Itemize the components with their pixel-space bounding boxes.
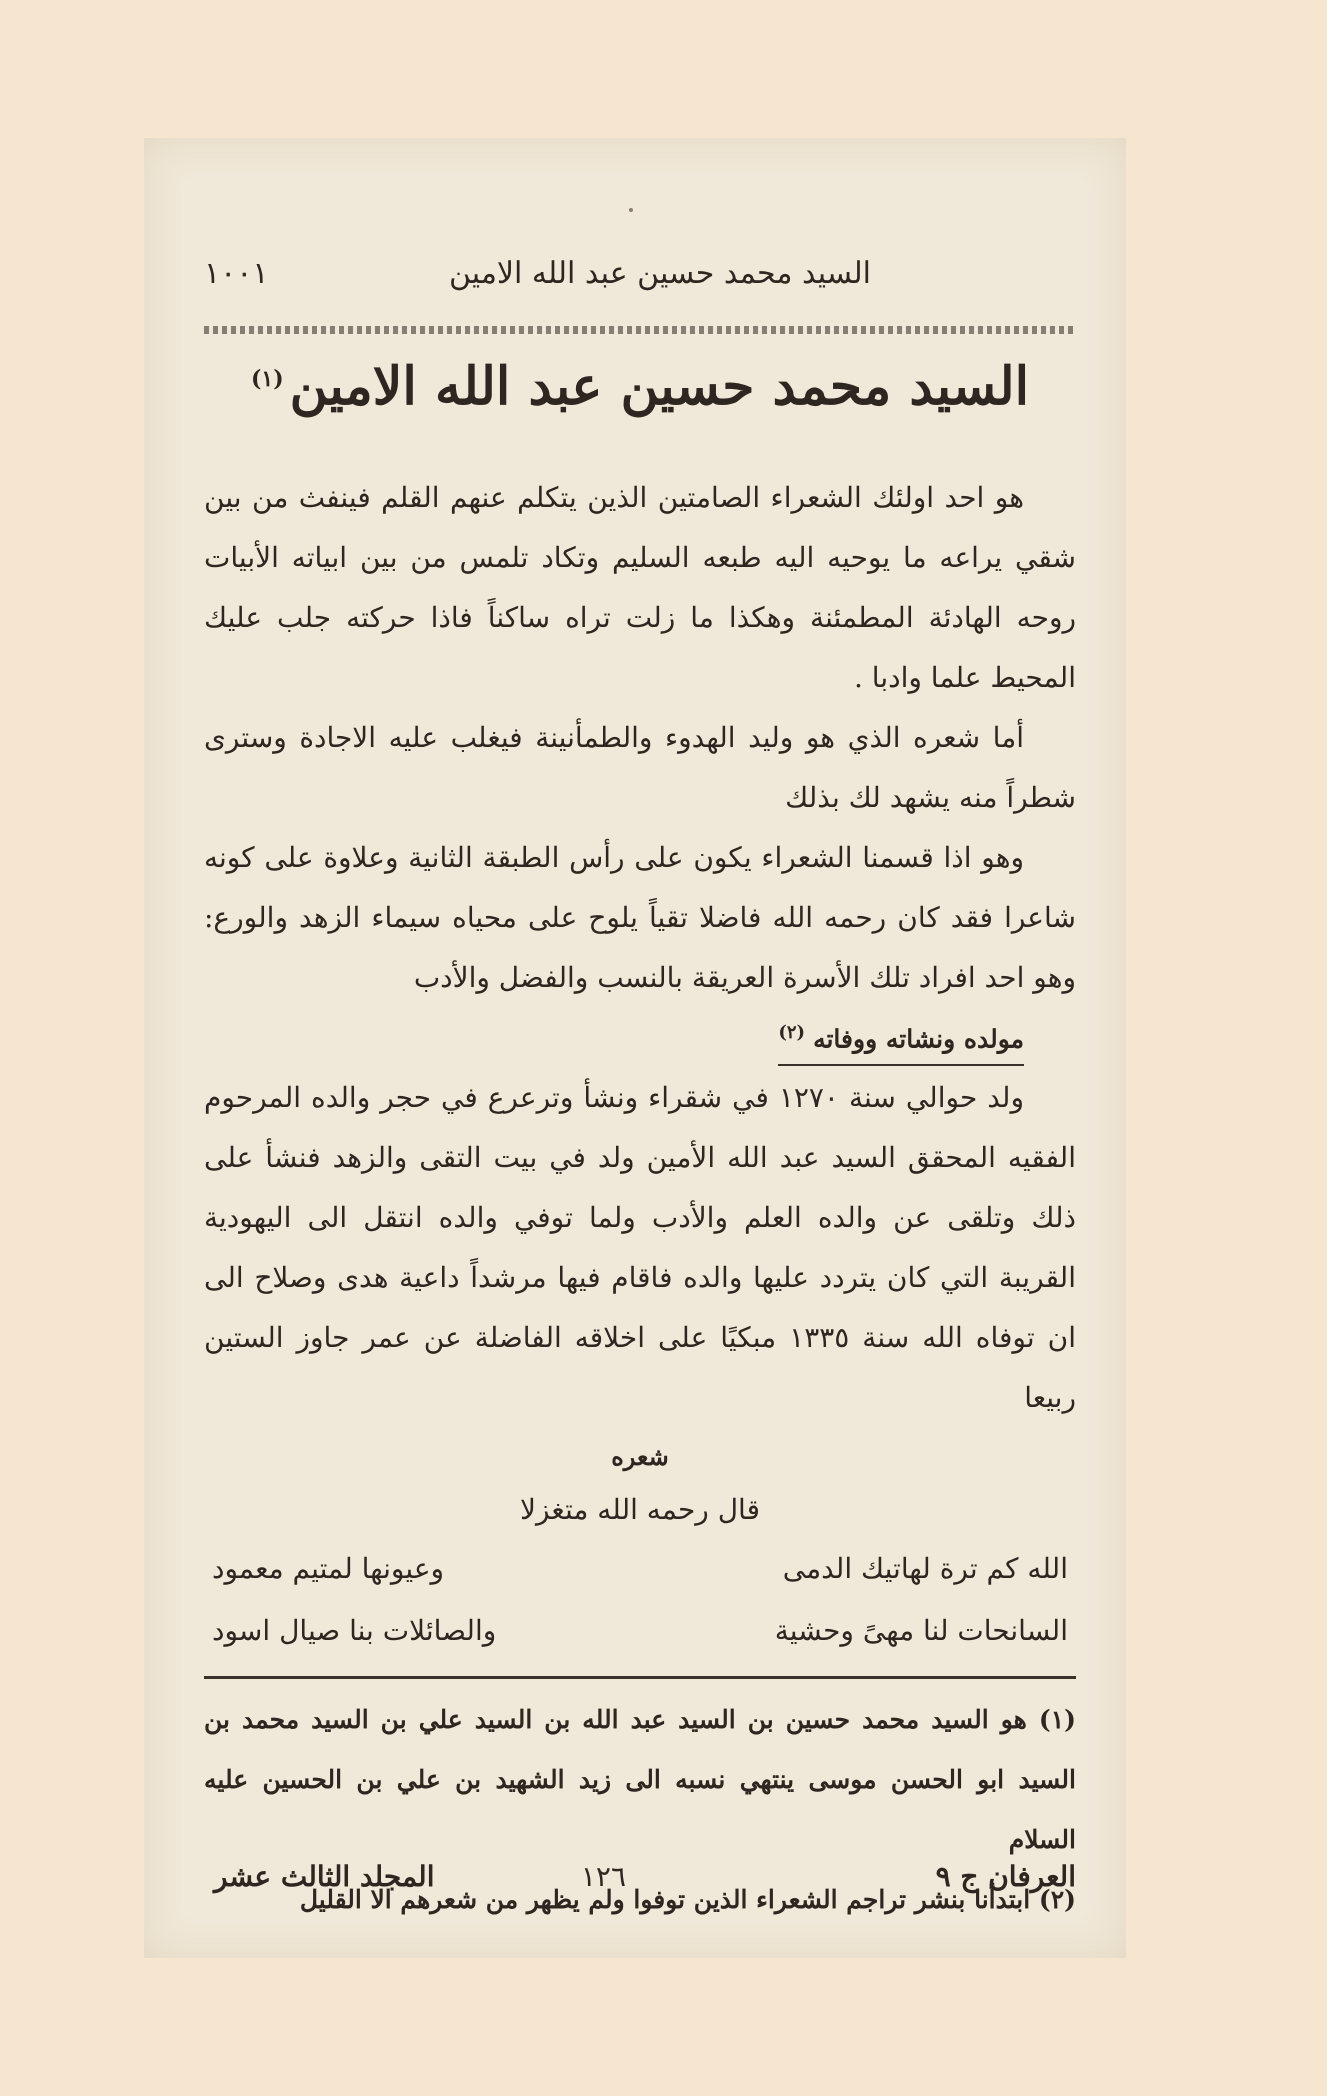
verse-second-hemistich: وعيونها لمتيم معمود xyxy=(212,1552,445,1586)
footer-journal: العرفان ج ٩ xyxy=(935,1860,1076,1893)
running-header-title: السيد محمد حسين عبد الله الامين xyxy=(448,256,871,291)
verse-first-hemistich: الله كم ترة لهاتيك الدمى xyxy=(782,1552,1068,1586)
poem-intro: قال رحمه الله متغزلا xyxy=(520,1493,760,1527)
running-header-page-number: ١٠٠١ xyxy=(204,256,269,291)
paragraph-poetry: أما شعره الذي هو وليد الهدوء والطمأنينة فيغلب عليه الاجادة وسترى شطراً منه يشهد لك بذلك xyxy=(204,721,1076,814)
paragraph-intro: هو احد اولئك الشعراء الصامتين الذين يتكلم عنهم القلم فينفث من بين شقي يراعه ما يوحيه اليه طبعه السليم وتكاد تلمس من بين ابياته الأبيات روحه الهادئة المطمئنة وهكذا ما زلت تراه ساكناً فاذا حركته جلب عليك المحيط علما وادبا . xyxy=(204,481,1076,694)
verse-first-hemistich: السانحات لنا مهىً وحشية xyxy=(774,1614,1068,1648)
poem-heading: شعره xyxy=(611,1442,669,1472)
page-content xyxy=(204,138,1076,1958)
footer-page-number: ١٢٦ xyxy=(580,1860,626,1893)
section-heading-text: مولده ونشاته ووفاته xyxy=(813,1024,1024,1054)
verse-second-hemistich: والصائلات بنا صيال اسود xyxy=(212,1614,497,1648)
paragraph-rank: وهو اذا قسمنا الشعراء يكون على رأس الطبقة الثانية وعلاوة على كونه شاعرا فقد كان رحمه الله فاضلا تقياً يلوح على محياه سيماء الزهد والورع: وهو احد افراد تلك الأسرة العريقة بالنسب والفضل والأدب xyxy=(204,841,1076,994)
scanned-page xyxy=(144,138,1126,1958)
running-header xyxy=(204,256,1076,306)
section-footnote-marker: (٢) xyxy=(778,1022,806,1043)
article-body xyxy=(204,468,1076,1662)
verse-line xyxy=(204,1538,1076,1600)
footnote-2: (٢) ابتدأنا بنشر تراجم الشعراء الذين توفوا ولم يظهر من شعرهم الا القليل xyxy=(299,1885,1076,1914)
section-heading xyxy=(778,1008,1024,1066)
footnote-1: (١) هو السيد محمد حسين بن السيد عبد الله بن السيد علي بن السيد محمد بن السيد ابو الحسن موسى ينتهي نسبه الى زيد الشهيد بن علي بن الحسين عليه السلام xyxy=(204,1705,1076,1854)
title-footnote-marker: (١) xyxy=(250,365,284,392)
footnote-divider xyxy=(204,1676,1076,1679)
verse-line xyxy=(204,1600,1076,1662)
page-footer xyxy=(204,1860,1076,1910)
article-title xyxy=(204,356,1076,417)
header-wavy-rule xyxy=(204,326,1076,334)
footer-volume: المجلد الثالث عشر xyxy=(214,1860,435,1893)
article-title-text: السيد محمد حسين عبد الله الامين xyxy=(289,356,1030,417)
ink-dot xyxy=(629,208,633,212)
paragraph-biography: ولد حوالي سنة ١٢٧٠ في شقراء ونشأ وترعرع في حجر والده المرحوم الفقيه المحقق السيد عبد الله الأمين ولد في بيت التقى والزهد فنشأ على ذلك وتلقى عن والده العلم والأدب ولما توفي والده انتقل الى اليهودية القريبة التي كان يتردد عليها والده فاقام فيها مرشداً داعية هدى وصلاح الى ان توفاه الله سنة ١٣٣٥ مبكيًا على اخلاقه الفاضلة عن عمر جاوز الستين ربيعا xyxy=(204,1081,1076,1415)
